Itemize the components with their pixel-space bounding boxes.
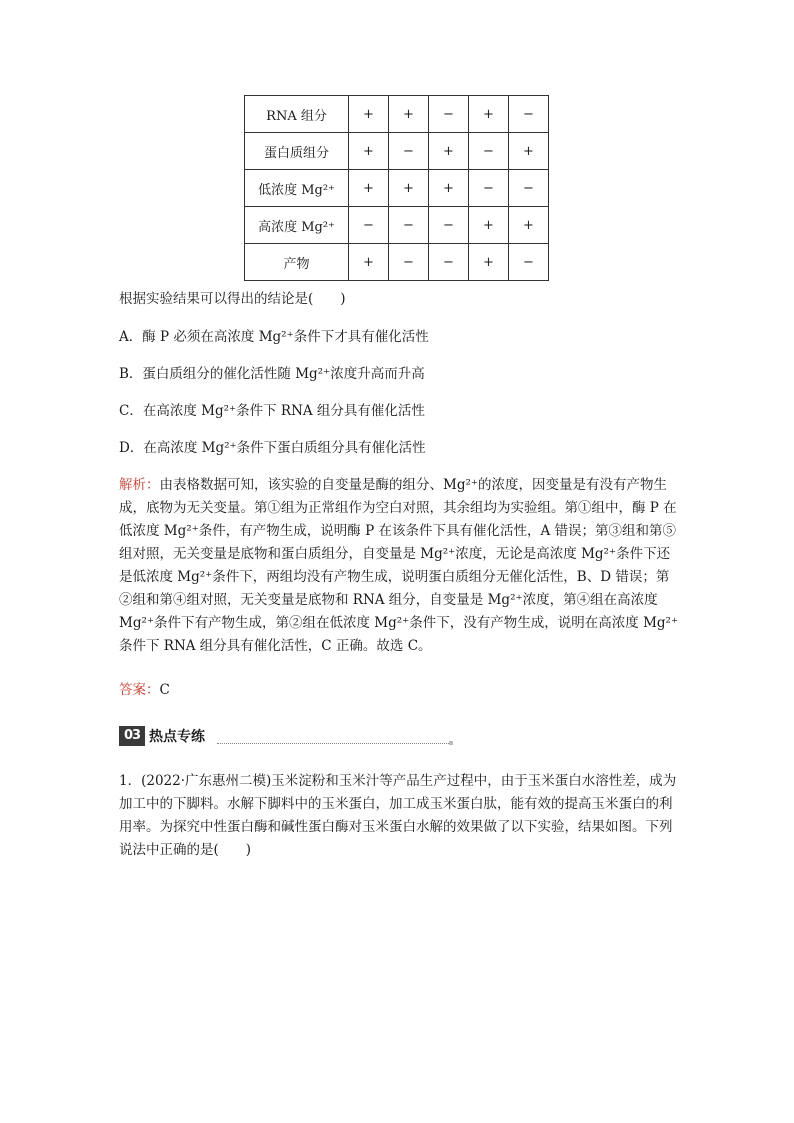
table-cell: −	[429, 207, 469, 244]
section-number-badge: 03	[119, 726, 145, 746]
analysis-label: 解析：	[119, 477, 160, 493]
table-cell: −	[509, 96, 549, 133]
option-a: A．酶 P 必须在高浓度 Mg²⁺条件下才具有催化活性	[119, 329, 429, 345]
row-header: RNA 组分	[245, 96, 349, 133]
table-cell: +	[389, 96, 429, 133]
table-cell: −	[509, 170, 549, 207]
table-row	[245, 170, 549, 207]
table-row	[245, 244, 549, 281]
table-cell: −	[469, 133, 509, 170]
row-header: 蛋白质组分	[245, 133, 349, 170]
table-cell: −	[389, 244, 429, 281]
table-cell: −	[429, 96, 469, 133]
table-cell: +	[469, 207, 509, 244]
table-cell: +	[349, 244, 389, 281]
table-cell: +	[349, 96, 389, 133]
table-cell: −	[429, 244, 469, 281]
question-stem: 根据实验结果可以得出的结论是( )	[119, 291, 346, 307]
answer-line	[119, 681, 170, 699]
table-cell: +	[349, 133, 389, 170]
experiment-table-body	[245, 96, 549, 281]
section-header	[119, 726, 454, 748]
section-divider-end	[449, 741, 453, 745]
row-header: 低浓度 Mg²⁺	[245, 170, 349, 207]
table-cell: +	[429, 170, 469, 207]
problem-1-text: 1．(2022·广东惠州二模)玉米淀粉和玉米汁等产品生产过程中，由于玉米蛋白水溶性差，成为加工中的下脚料。水解下脚料中的玉米蛋白，加工成玉米蛋白肽，能有效的提高玉米蛋白的利用率。为探究中性蛋白酶和碱性蛋白酶对玉米蛋白水解的效果做了以下实验，结果如图。下列说法中正确的是( )	[119, 773, 677, 858]
analysis-paragraph	[119, 474, 679, 658]
row-header: 产物	[245, 244, 349, 281]
table-row	[245, 133, 549, 170]
table-cell: +	[509, 133, 549, 170]
table-cell: +	[389, 170, 429, 207]
table-cell: +	[349, 170, 389, 207]
table-cell: +	[509, 207, 549, 244]
option-c: C．在高浓度 Mg²⁺条件下 RNA 组分具有催化活性	[119, 403, 425, 419]
answer-value: C	[159, 682, 170, 698]
table-cell: +	[469, 244, 509, 281]
section-title: 热点专练	[149, 729, 205, 745]
row-header: 高浓度 Mg²⁺	[245, 207, 349, 244]
analysis-text: 由表格数据可知，该实验的自变量是酶的组分、Mg²⁺的浓度，因变量是有没有产物生成，底物为无关变量。第①组为正常组作为空白对照，其余组均为实验组。第①组中，酶 P 在低浓度 Mg²⁺条件，有产物生成，说明酶 P 在该条件下具有催化活性，A 错误；第③组和第⑤组对照，无关变量是底物和蛋白质组分，自变量是 Mg²⁺浓度，无论是高浓度 Mg²⁺条件下还是低浓度 Mg²⁺条件下，两组均没有产物生成，说明蛋白质组分无催化活性，B、D 错误；第②组和第④组对照，无关变量是底物和 RNA 组分，自变量是 Mg²⁺浓度，第④组在高浓度 Mg²⁺条件下有产物生成，第②组在低浓度 Mg²⁺条件下，没有产物生成，说明在高浓度 Mg²⁺条件下 RNA 组分具有催化活性，C 正确。故选 C。	[119, 477, 679, 654]
table-cell: −	[389, 207, 429, 244]
experiment-table	[244, 95, 549, 281]
table-row	[245, 96, 549, 133]
table-cell: −	[509, 244, 549, 281]
table-cell: +	[429, 133, 469, 170]
table-row	[245, 207, 549, 244]
option-b: B．蛋白质组分的催化活性随 Mg²⁺浓度升高而升高	[119, 366, 425, 382]
table-cell: −	[349, 207, 389, 244]
table-cell: −	[389, 133, 429, 170]
section-divider	[217, 743, 449, 744]
table-cell: −	[469, 170, 509, 207]
option-d: D．在高浓度 Mg²⁺条件下蛋白质组分具有催化活性	[119, 440, 426, 456]
answer-label: 答案：	[119, 682, 160, 698]
table-cell: +	[469, 96, 509, 133]
